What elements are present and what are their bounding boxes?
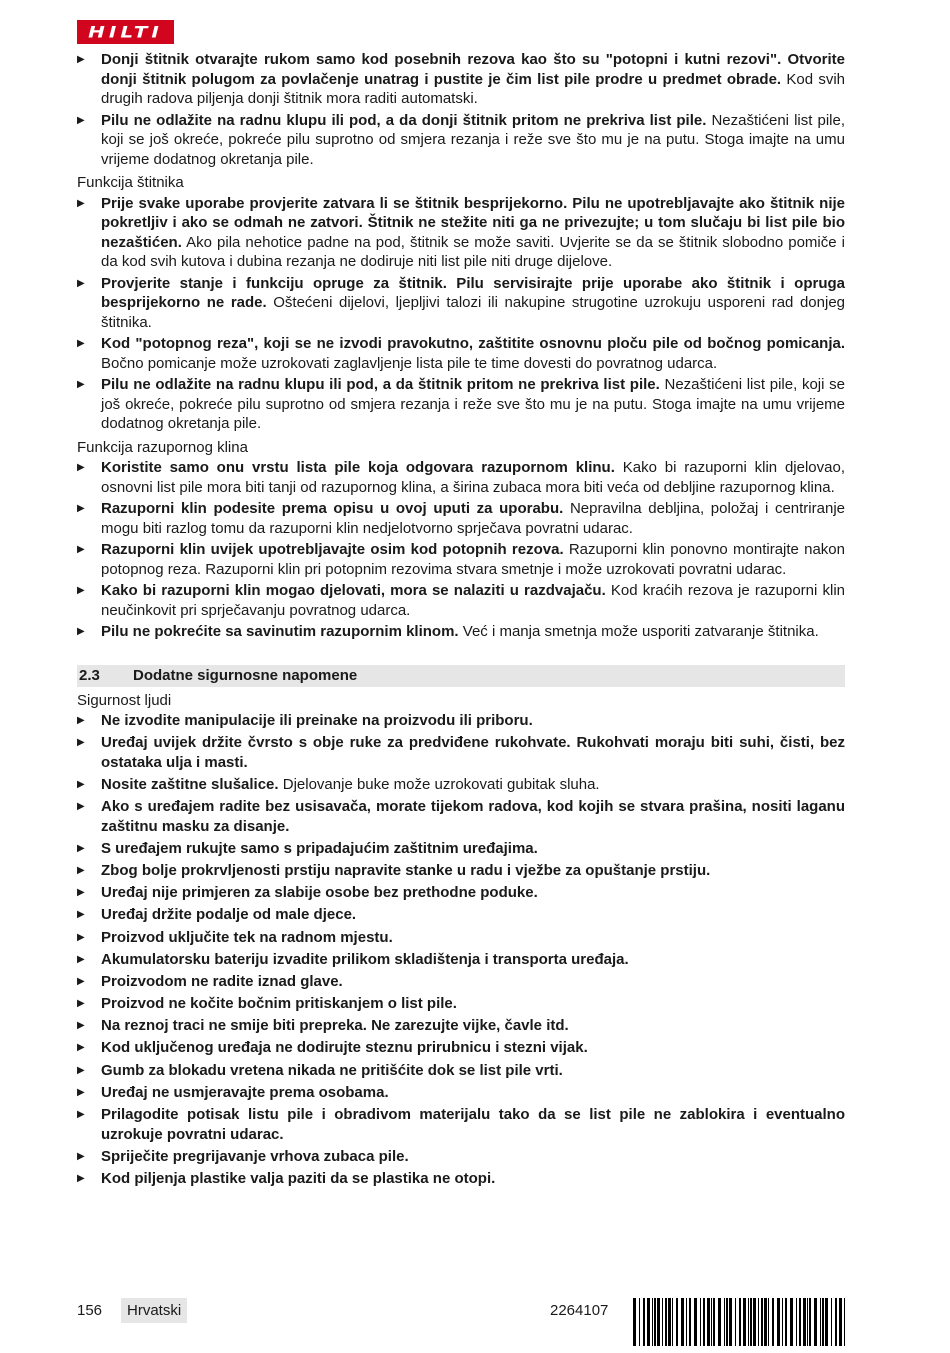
barcode-bar: [785, 1298, 787, 1346]
bullet-arrow-icon: ▶: [77, 379, 85, 390]
list-item: [77, 111, 845, 170]
barcode-bar: [643, 1298, 645, 1346]
hilti-logo: HILTI: [77, 20, 174, 44]
bullet-arrow-icon: ▶: [77, 626, 85, 637]
list-item: [77, 711, 845, 731]
bullet-arrow-icon: ▶: [77, 909, 85, 921]
barcode-bar: [743, 1298, 746, 1346]
bullet-arrow-icon: ▶: [77, 1042, 85, 1054]
bullet-arrow-icon: ▶: [77, 277, 85, 289]
item-bold-text: Provjerite stanje i funkciju opruge za štitnik. Pilu servisirajte prije uporabe ako štitnik i opruga besprijekorno ne rade.: [101, 274, 845, 311]
item-bold-text: Kod "potopnog reza", koji se ne izvodi pravokutno, zaštitite osnovnu ploču pile od bočnog pomicanja.: [101, 335, 845, 352]
list-item: [77, 775, 845, 795]
language-label: Hrvatski: [121, 1298, 187, 1323]
barcode-bar: [665, 1298, 667, 1346]
item-text: Djelovanje buke može uzrokovati gubitak sluha.: [278, 775, 600, 793]
barcode-bar: [735, 1298, 736, 1346]
item-bold-text: Razuporni klin podesite prema opisu u ovoj uputi za uporabu.: [101, 500, 564, 517]
barcode-bar: [633, 1298, 636, 1346]
barcode-bar: [799, 1298, 801, 1346]
item-bold-text: Spriječite pregrijavanje vrhova zubaca pile.: [101, 1147, 409, 1165]
list-item: [77, 581, 845, 620]
barcode-bar: [647, 1298, 650, 1346]
item-text: Nepravilna debljina, položaj i centriranje mogu biti razlog tomu da razuporni klin nedjelotvorno sprječava povratni udarac.: [101, 500, 845, 537]
bullet-arrow-icon: ▶: [77, 975, 85, 987]
bullet-arrow-icon: ▶: [77, 197, 85, 209]
item-text: Već i manja smetnja može usporiti zatvaranje štitnika.: [458, 623, 819, 640]
list-item: [77, 334, 845, 373]
item-bold-text: Proizvod ne kočite bočnim pritiskanjem o list pile.: [101, 995, 457, 1013]
barcode-bar: [724, 1298, 725, 1346]
barcode-bar: [668, 1298, 671, 1346]
list-item: [77, 905, 845, 925]
bullet-arrow-icon: ▶: [77, 998, 85, 1010]
barcode-bar: [652, 1298, 653, 1346]
bullet-arrow-icon: ▶: [77, 842, 85, 854]
item-bold-text: Zbog bolje prokrvljenosti prstiju napravite stanke u radu i vježbe za opuštanje prstiju.: [101, 861, 711, 879]
barcode-bar: [729, 1298, 732, 1346]
barcode-bar: [822, 1298, 824, 1346]
item-bold-text: Akumulatorsku bateriju izvadite prilikom skladištenja i transporta uređaja.: [101, 950, 629, 968]
list-item: [77, 1147, 845, 1167]
section-header: [77, 665, 845, 687]
item-bold-text: Gumb za blokadu vretena nikada ne pritišćite dok se list pile vrti.: [101, 1061, 563, 1079]
barcode: [633, 1298, 845, 1346]
list-item: [77, 540, 845, 579]
barcode-bar: [825, 1298, 828, 1346]
heading-people: Sigurnost ljudi: [77, 691, 172, 709]
barcode-bar: [676, 1298, 678, 1346]
list-item: [77, 50, 845, 109]
bullet-arrow-icon: ▶: [77, 931, 85, 943]
barcode-bar: [803, 1298, 806, 1346]
item-bold-text: Prilagodite potisak listu pile i obradivom materijalu tako da se list pile ne zablokira i eventualno uzrokuje povratni udarac.: [101, 1106, 845, 1143]
barcode-bar: [831, 1298, 832, 1346]
list-item: [77, 839, 845, 859]
list-guard: [77, 194, 845, 434]
item-bold-text: Donji štitnik otvarajte rukom samo kod posebnih rezova kao što su "potopni i kutni rezovi". Otvorite donji štitnik polugom za povlačenje unatrag i pustite je čim list pile prodre u predmet obrade.: [101, 51, 845, 88]
barcode-bar: [654, 1298, 656, 1346]
barcode-bar: [713, 1298, 715, 1346]
barcode-bar: [726, 1298, 728, 1346]
document-number: 2264107: [550, 1302, 609, 1319]
barcode-bar: [809, 1298, 811, 1346]
section-number: 2.3: [79, 666, 100, 684]
item-text: Kod svih drugih radova piljenja donji štitnik mora raditi automatski.: [101, 70, 845, 107]
barcode-bar: [835, 1298, 837, 1346]
bullet-arrow-icon: ▶: [77, 1020, 85, 1032]
list-item: [77, 883, 845, 903]
list-item: [77, 622, 845, 642]
heading-guard: Funkcija štitnika: [77, 174, 184, 191]
barcode-bar: [807, 1298, 808, 1346]
barcode-bar: [718, 1298, 721, 1346]
list-item: [77, 1038, 845, 1058]
item-bold-text: Ako s uređajem radite bez usisavača, morate tijekom radova, kod kojih se stvara prašina, nositi laganu zaštitnu masku za disanje.: [101, 798, 845, 835]
barcode-bar: [790, 1298, 793, 1346]
item-bold-text: Pilu ne odlažite na radnu klupu ili pod, a da donji štitnik pritom ne prekriva list pile.: [101, 111, 707, 129]
bullet-arrow-icon: ▶: [77, 503, 85, 514]
list-item: [77, 1105, 845, 1144]
list-item: [77, 194, 845, 272]
list-item: [77, 797, 845, 836]
item-bold-text: Ne izvodite manipulacije ili preinake na proizvodu ili priboru.: [101, 712, 533, 729]
item-bold-text: Koristite samo onu vrstu lista pile koja odgovara razupornom klinu.: [101, 459, 615, 476]
item-text: Nezaštićeni list pile, koji se još okreće, pokreće pilu suprotno od smjera rezanja i reže sve što mu je na putu. Stoga imajte na umu vrijeme dodatnog okretanja pile.: [101, 376, 845, 432]
barcode-bar: [748, 1298, 749, 1346]
list-item: [77, 499, 845, 538]
barcode-bar: [814, 1298, 817, 1346]
page-content: [77, 50, 845, 1191]
bullet-arrow-icon: ▶: [77, 864, 85, 876]
list-item: [77, 928, 845, 948]
bullet-arrow-icon: ▶: [77, 114, 85, 126]
bullet-arrow-icon: ▶: [77, 778, 85, 790]
heading-wedge: Funkcija razupornog klina: [77, 438, 248, 456]
item-bold-text: Proizvodom ne radite iznad glave.: [101, 972, 343, 990]
barcode-bar: [657, 1298, 660, 1346]
item-text: Kod kraćih rezova je razuporni klin neučinkovit pri sprječavanju povratnog udarca.: [101, 582, 845, 619]
barcode-bar: [820, 1298, 821, 1346]
item-bold-text: Razuporni klin uvijek upotrebljavajte osim kod potopnih rezova.: [101, 541, 564, 558]
barcode-bar: [703, 1298, 705, 1346]
barcode-bar: [772, 1298, 774, 1346]
item-bold-text: Na reznoj traci ne smije biti prepreka. Ne zarezujte vijke, čavle itd.: [101, 1017, 569, 1035]
barcode-bar: [753, 1298, 756, 1346]
list-item: [77, 274, 845, 333]
barcode-bar: [639, 1298, 640, 1346]
barcode-bar: [681, 1298, 684, 1346]
item-bold-text: Uređaj ne usmjeravajte prema osobama.: [101, 1083, 389, 1101]
list-wedge: [77, 458, 845, 642]
list-item: [77, 950, 845, 970]
item-bold-text: S uređajem rukujte samo s pripadajućim zaštitnim uređajima.: [101, 839, 538, 857]
item-bold-text: Proizvod uključite tek na radnom mjestu.: [101, 928, 393, 946]
item-text: Nezaštićeni list pile, koji se još okreće, pokreće pilu suprotno od smjera rezanja i reže sve što mu je na putu. Stoga imajte na umu vrijeme dodatnog okretanja pile.: [101, 111, 846, 168]
item-text: Oštećeni dijelovi, ljepljivi talozi ili nakupine strugotine uzrokuju usporeni rad donjeg štitnika.: [101, 294, 845, 331]
item-bold-text: Pilu ne odlažite na radnu klupu ili pod, a da štitnik pritom ne prekriva list pile.: [101, 376, 660, 393]
barcode-bar: [700, 1298, 701, 1346]
barcode-bar: [707, 1298, 710, 1346]
barcode-bar: [672, 1298, 673, 1346]
page-number: 156: [77, 1302, 103, 1319]
bullet-arrow-icon: ▶: [77, 585, 85, 596]
bullet-arrow-icon: ▶: [77, 462, 85, 473]
bullet-arrow-icon: ▶: [77, 1150, 85, 1162]
list-people: [77, 711, 845, 1188]
bullet-arrow-icon: ▶: [77, 737, 85, 749]
item-text: Razuporni klin ponovno montirajte nakon potopnog reza. Razuporni klin pri potopnim rezovima stvara smetnje i može uzrokovati povratni udarac.: [101, 541, 845, 578]
list-item: [77, 861, 845, 881]
list-top: [77, 50, 845, 169]
barcode-bar: [782, 1298, 783, 1346]
bullet-arrow-icon: ▶: [77, 1172, 85, 1184]
bullet-arrow-icon: ▶: [77, 338, 85, 349]
list-item: [77, 375, 845, 434]
barcode-bar: [739, 1298, 741, 1346]
barcode-bar: [750, 1298, 752, 1346]
item-text: Kako bi razuporni klin djelovao, osnovni list pile mora biti tanji od razupornog klina, a širina zubaca mora biti veća od debljine razupornog klina.: [101, 459, 845, 496]
bullet-arrow-icon: ▶: [77, 715, 85, 726]
list-item: [77, 1061, 845, 1081]
barcode-bar: [694, 1298, 697, 1346]
barcode-bar: [761, 1298, 763, 1346]
list-item: [77, 1169, 845, 1189]
item-bold-text: Kod uključenog uređaja ne dodirujte steznu prirubnicu i stezni vijak.: [101, 1039, 588, 1057]
bullet-arrow-icon: ▶: [77, 801, 85, 813]
page-footer: [77, 1298, 845, 1328]
list-item: [77, 458, 845, 497]
barcode-bar: [839, 1298, 842, 1346]
item-bold-text: Uređaj nije primjeren za slabije osobe bez prethodne poduke.: [101, 884, 538, 902]
bullet-arrow-icon: ▶: [77, 1086, 85, 1098]
item-bold-text: Uređaj uvijek držite čvrsto s obje ruke za predviđene rukohvate. Rukohvati moraju biti suhi, čisti, bez ostataka ulja i masti.: [101, 734, 845, 771]
item-bold-text: Kako bi razuporni klin mogao djelovati, mora se nalaziti u razdvajaču.: [101, 582, 606, 599]
list-item: [77, 1083, 845, 1103]
bullet-arrow-icon: ▶: [77, 544, 85, 555]
bullet-arrow-icon: ▶: [77, 953, 85, 965]
list-item: [77, 972, 845, 992]
barcode-bar: [768, 1298, 769, 1346]
barcode-bar: [689, 1298, 691, 1346]
bullet-arrow-icon: ▶: [77, 1064, 85, 1076]
bullet-arrow-icon: ▶: [77, 887, 85, 899]
list-item: [77, 1016, 845, 1036]
list-item: [77, 994, 845, 1014]
barcode-bar: [844, 1298, 845, 1346]
barcode-bar: [777, 1298, 780, 1346]
item-bold-text: Kod piljenja plastike valja paziti da se plastika ne otopi.: [101, 1169, 496, 1187]
item-bold-text: Nosite zaštitne slušalice.: [101, 775, 279, 793]
barcode-bar: [711, 1298, 712, 1346]
item-text: Ako pila nehotice padne na pod, štitnik se može saviti. Uvjerite se da se štitnik slobodno pomiče i da kod svih kutova i dubina rezanja ne dodiruje niti list pile niti druge dijelove.: [101, 233, 845, 270]
bullet-arrow-icon: ▶: [77, 54, 85, 65]
item-bold-text: Pilu ne pokrećite sa savinutim razupornim klinom.: [101, 623, 459, 640]
barcode-bar: [796, 1298, 797, 1346]
barcode-bar: [758, 1298, 759, 1346]
list-item: [77, 733, 845, 772]
barcode-bar: [662, 1298, 663, 1346]
item-bold-text: Uređaj držite podalje od male djece.: [101, 906, 357, 924]
barcode-bar: [686, 1298, 687, 1346]
item-text: Bočno pomicanje može uzrokovati zaglavljenje lista pile te time dovesti do povratnog udarca.: [101, 354, 718, 372]
section-title: Dodatne sigurnosne napomene: [133, 666, 358, 684]
barcode-bar: [764, 1298, 767, 1346]
item-bold-text: Prije svake uporabe provjerite zatvara li se štitnik besprijekorno. Pilu ne upotrebljavajte ako štitnik nije pokretljiv i ako se odmah ne zatvori. Štitnik ne stežite niti ga ne privezujte; u tom slučaju bi list pile bio nezaštićen.: [101, 194, 845, 251]
bullet-arrow-icon: ▶: [77, 1109, 85, 1120]
